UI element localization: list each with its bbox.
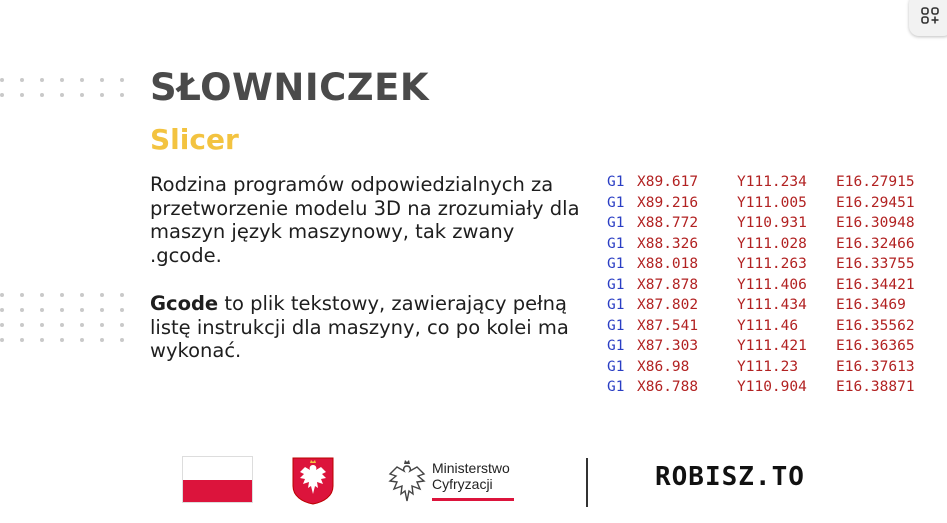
- gcode-e-value: E16.33755: [836, 256, 915, 272]
- gcode-x-value: X87.802: [637, 297, 699, 313]
- gcode-command: G1: [607, 235, 625, 252]
- gcode-x-value: X89.216: [637, 194, 699, 211]
- gcode-line: [607, 377, 915, 398]
- dot: [60, 308, 64, 312]
- gcode-command: G1: [607, 297, 625, 313]
- dot: [120, 308, 124, 312]
- eagle-icon: [386, 458, 428, 504]
- dot: [20, 323, 24, 327]
- dot: [120, 78, 124, 82]
- gcode-command: G1: [607, 256, 625, 272]
- gcode-x-value: X89.617: [637, 174, 699, 190]
- gcode-command: G1: [607, 379, 625, 395]
- dot: [20, 293, 24, 297]
- gcode-definition: [150, 292, 580, 363]
- gcode-command: G1: [607, 317, 625, 334]
- dot: [20, 308, 24, 312]
- dot: [0, 78, 4, 82]
- dot: [40, 338, 44, 342]
- gcode-x-value: X88.326: [637, 235, 699, 252]
- dot: [60, 93, 64, 97]
- gcode-command: G1: [607, 276, 625, 293]
- dot: [100, 338, 104, 342]
- gcode-command: G1: [607, 215, 625, 231]
- dot: [60, 323, 64, 327]
- dot: [0, 323, 4, 327]
- gcode-y-value: Y111.46: [737, 317, 799, 334]
- dot: [100, 78, 104, 82]
- gcode-x-value: X88.018: [637, 256, 699, 272]
- dot: [100, 308, 104, 312]
- gcode-line: [607, 172, 915, 193]
- polish-emblem-icon: [291, 456, 335, 505]
- gcode-x-value: X86.98: [637, 358, 690, 375]
- dot: [100, 293, 104, 297]
- gcode-line: [607, 295, 915, 316]
- dot: [80, 338, 84, 342]
- dot: [60, 78, 64, 82]
- dot: [40, 323, 44, 327]
- dot: [80, 308, 84, 312]
- gcode-command: G1: [607, 174, 625, 190]
- dot: [0, 308, 4, 312]
- gcode-y-value: Y110.904: [737, 379, 807, 395]
- gcode-y-value: Y111.421: [737, 338, 807, 354]
- gcode-line: [607, 234, 915, 255]
- gcode-x-value: X87.303: [637, 338, 699, 354]
- ministry-underline: [432, 498, 514, 501]
- decorative-dots-top: [0, 78, 131, 97]
- gcode-line: [607, 357, 915, 378]
- dot: [0, 338, 4, 342]
- slicer-definition: Rodzina programów odpowiedzialnych za przetworzenie modelu 3D na zrozumiały dla maszyn język maszynowy, tak zwany .gcode.: [150, 173, 580, 267]
- slide-title: SŁOWNICZEK: [150, 66, 430, 109]
- footer-divider: [586, 458, 588, 507]
- ministry-name: Ministerstwo Cyfryzacji: [432, 460, 510, 492]
- polish-flag: [182, 456, 253, 503]
- dot: [20, 78, 24, 82]
- apps-add-icon: [921, 7, 941, 25]
- dot: [60, 293, 64, 297]
- gcode-e-value: E16.27915: [836, 174, 915, 190]
- dot: [20, 93, 24, 97]
- gcode-listing: [607, 172, 915, 398]
- dot: [100, 323, 104, 327]
- gcode-command: G1: [607, 358, 625, 375]
- dot: [100, 93, 104, 97]
- dot: [40, 78, 44, 82]
- dot: [80, 93, 84, 97]
- dot: [120, 323, 124, 327]
- gcode-y-value: Y111.234: [737, 174, 807, 190]
- gcode-e-value: E16.29451: [836, 194, 915, 211]
- dot: [0, 93, 4, 97]
- gcode-line: [607, 254, 915, 275]
- dot: [80, 293, 84, 297]
- dot: [120, 93, 124, 97]
- apps-menu-button[interactable]: [909, 0, 947, 36]
- gcode-x-value: X87.878: [637, 276, 699, 293]
- dot: [120, 293, 124, 297]
- gcode-y-value: Y111.028: [737, 235, 807, 252]
- dot: [20, 338, 24, 342]
- dot: [40, 93, 44, 97]
- gcode-line: [607, 336, 915, 357]
- gcode-x-value: X86.788: [637, 379, 699, 395]
- gcode-y-value: Y111.23: [737, 358, 799, 375]
- gcode-y-value: Y111.263: [737, 256, 807, 272]
- gcode-y-value: Y111.406: [737, 276, 807, 293]
- dot: [80, 78, 84, 82]
- gcode-x-value: X88.772: [637, 215, 699, 231]
- dot: [40, 308, 44, 312]
- robisz-logo: ROBISZ.TO: [655, 462, 805, 492]
- dot: [40, 293, 44, 297]
- dot: [120, 338, 124, 342]
- gcode-description: to plik tekstowy, zawierający pełną listę instrukcji dla maszyny, co po kolei ma wykonać.: [150, 292, 569, 362]
- gcode-e-value: E16.3469: [836, 297, 906, 313]
- gcode-x-value: X87.541: [637, 317, 699, 334]
- gcode-line: [607, 316, 915, 337]
- gcode-e-value: E16.37613: [836, 358, 915, 375]
- gcode-e-value: E16.32466: [836, 235, 915, 252]
- ministry-logo: [386, 458, 516, 504]
- gcode-term: Gcode: [150, 292, 219, 315]
- slide-subtitle: Slicer: [150, 123, 239, 156]
- gcode-e-value: E16.35562: [836, 317, 915, 334]
- gcode-y-value: Y111.005: [737, 194, 807, 211]
- gcode-e-value: E16.34421: [836, 276, 915, 293]
- gcode-e-value: E16.38871: [836, 379, 915, 395]
- gcode-e-value: E16.30948: [836, 215, 915, 231]
- dot: [0, 293, 4, 297]
- gcode-command: G1: [607, 194, 625, 211]
- decorative-dots-middle: [0, 293, 131, 342]
- gcode-line: [607, 213, 915, 234]
- gcode-line: [607, 193, 915, 214]
- gcode-line: [607, 275, 915, 296]
- gcode-e-value: E16.36365: [836, 338, 915, 354]
- dot: [80, 323, 84, 327]
- gcode-command: G1: [607, 338, 625, 354]
- dot: [60, 338, 64, 342]
- gcode-y-value: Y110.931: [737, 215, 807, 231]
- gcode-y-value: Y111.434: [737, 297, 807, 313]
